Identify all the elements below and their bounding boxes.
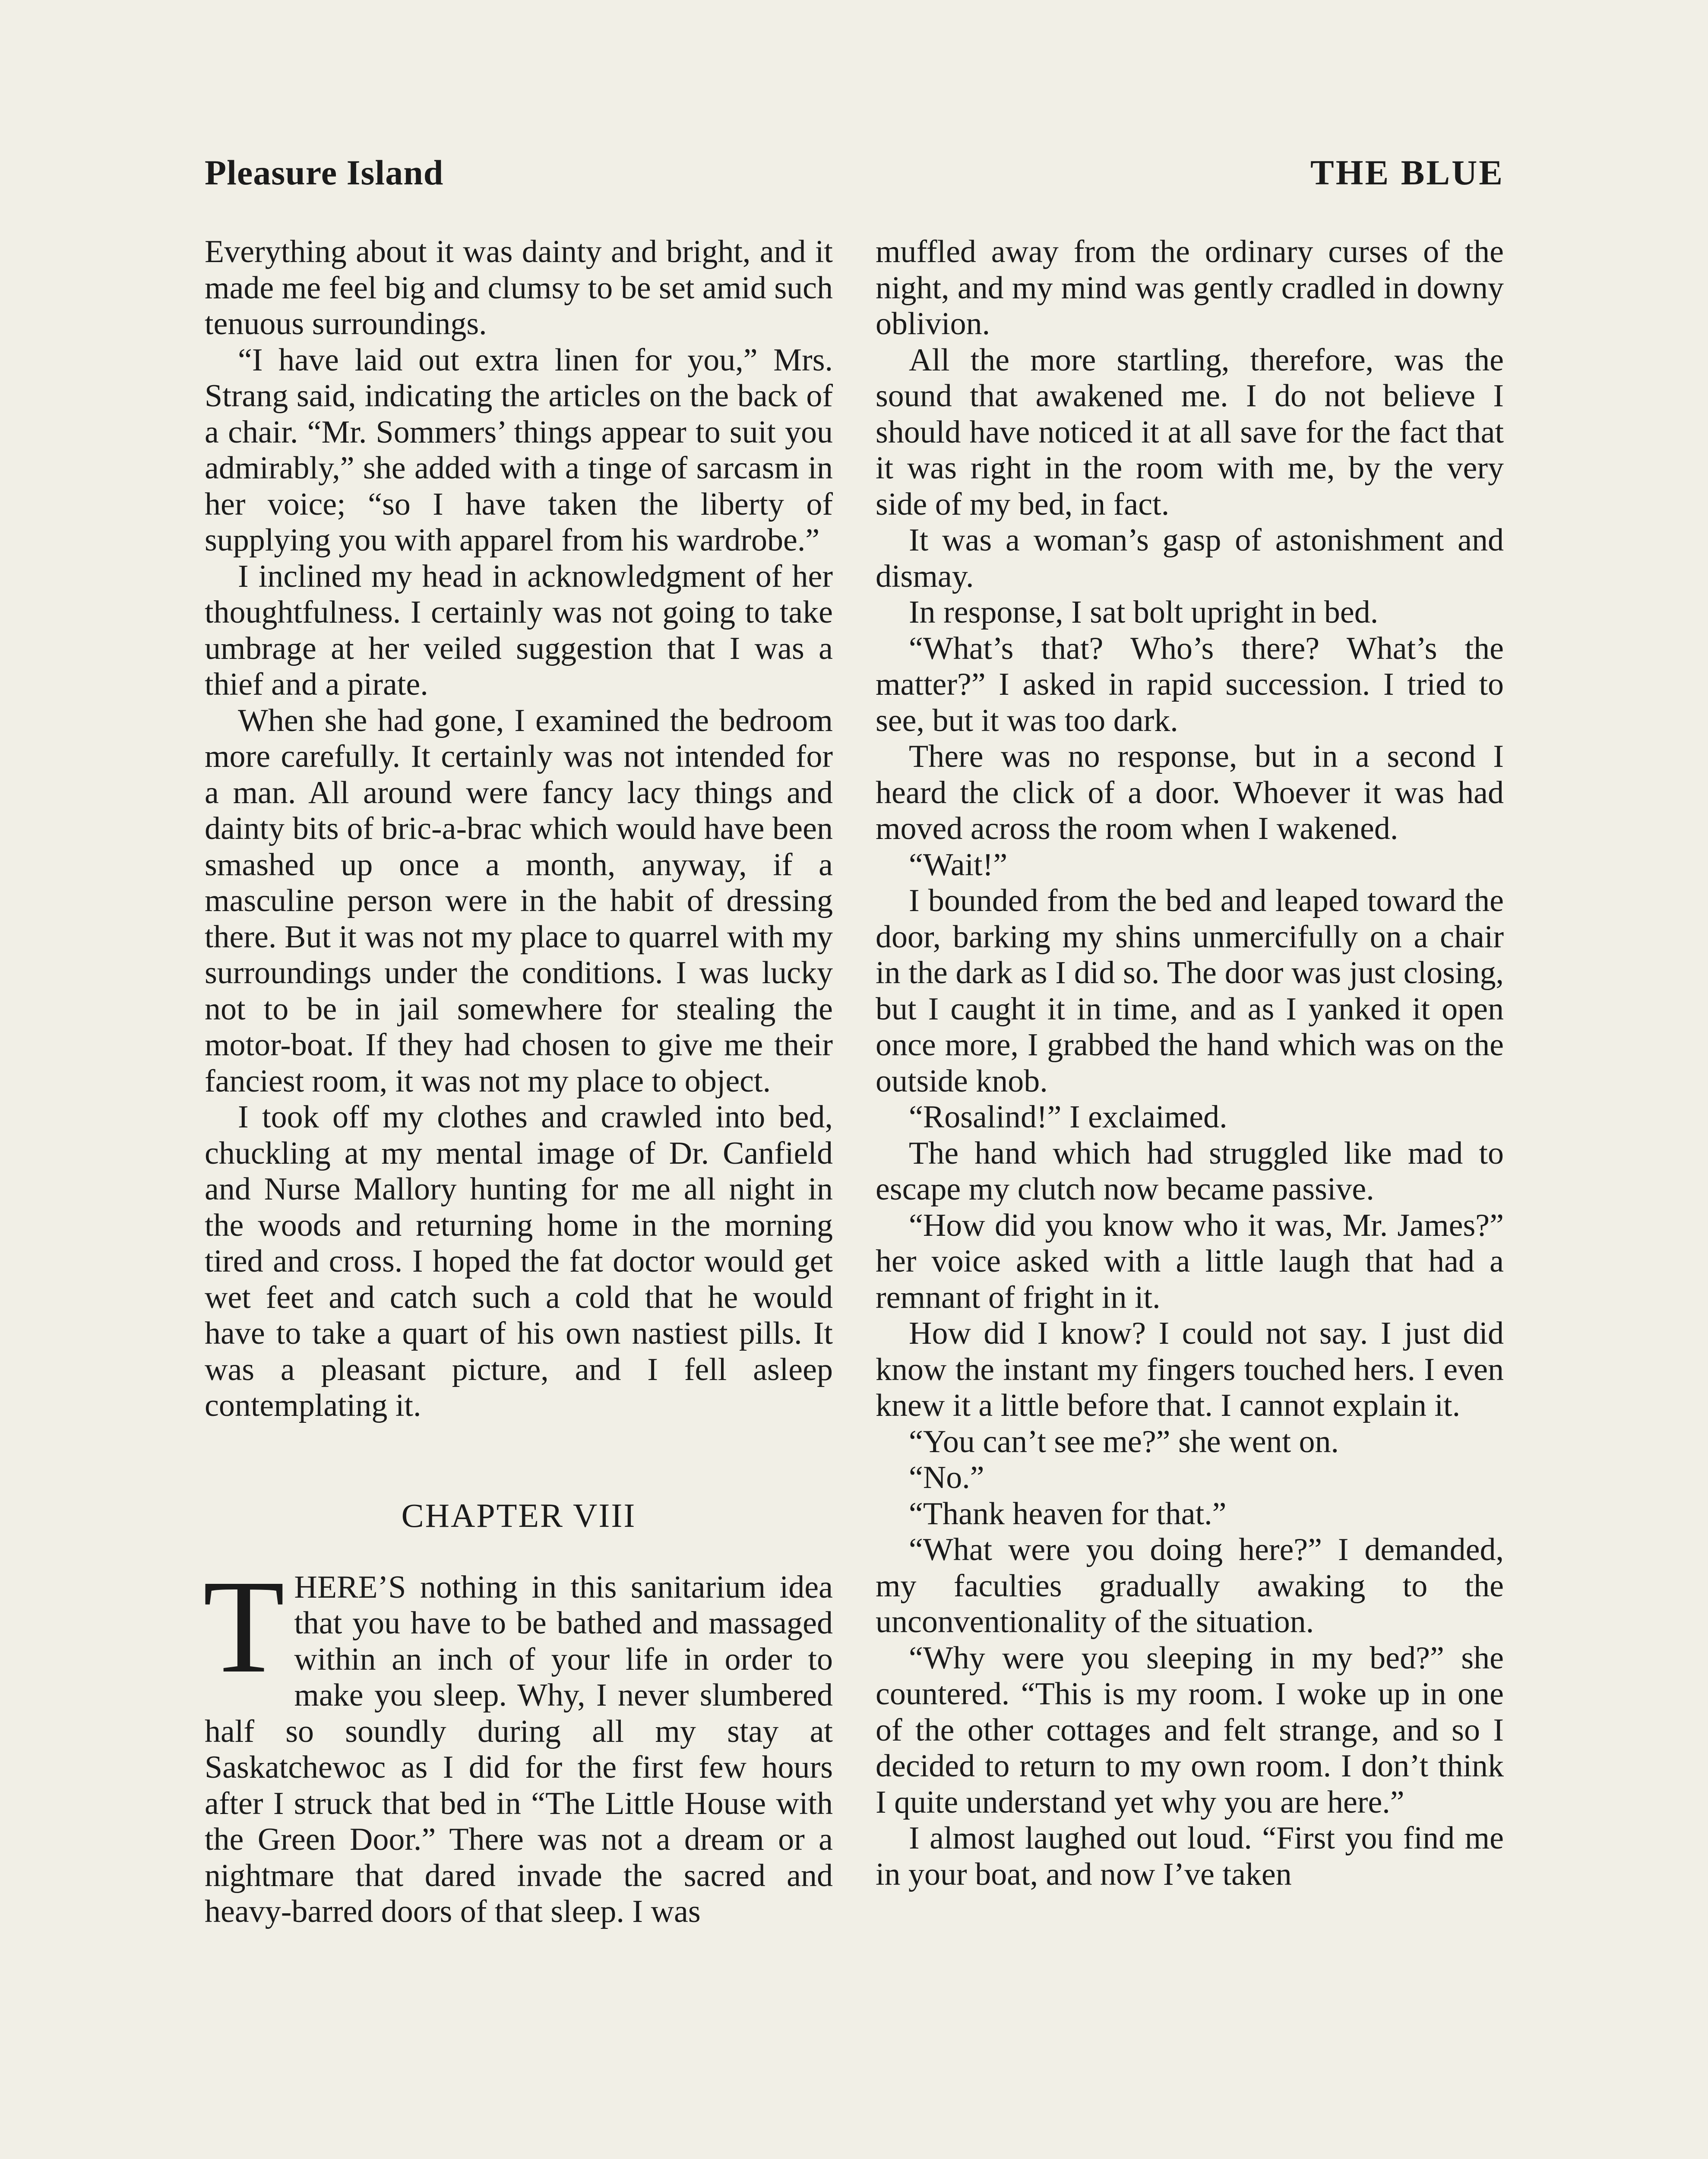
paragraph: muffled away from the ordinary curses of the night, and my mind was gently cradled in downy oblivion. <box>876 234 1504 342</box>
drop-cap: T <box>203 1552 285 1701</box>
paragraph: I took off my clothes and crawled into bed, chuckling at my mental image of Dr. Canfield and Nurse Mallory hunting for me all night in the woods and returning home in the morning tired and cross. I hoped the fat doctor would get wet feet and catch such a cold that he would have to take a quart of his own nastiest pills. It was a pleasant picture, and I fell asleep contemplating it. <box>205 1099 833 1423</box>
chapter-opening-text: HERE’S nothing in this sanitarium idea that you have to be bathed and massaged within an inch of your life in order to make you sleep. Why, I never slumbered half so soundly during all my stay at Saskatchewoc as I did for the first few hours after I struck that bed in “The Little House with the Green Door.” There was not a dream or a nightmare that dared invade the sacred and heavy-barred doors of that sleep. I was <box>205 1569 833 1929</box>
paragraph: “Why were you sleeping in my bed?” she countered. “This is my room. I woke up in one of the other cottages and felt strange, and so I decided to return to my own room. I don’t think I quite understand yet why you are here.” <box>876 1640 1504 1820</box>
paragraph: “What were you doing here?” I demanded, my faculties gradually awaking to the unconventionality of the situation. <box>876 1532 1504 1640</box>
paragraph: I almost laughed out loud. “First you find me in your boat, and now I’ve taken <box>876 1820 1504 1892</box>
paragraph: In response, I sat bolt upright in bed. <box>909 595 1379 630</box>
paragraph: Everything about it was dainty and bright, and it made me feel big and clumsy to be set amid such tenuous surroundings. <box>205 234 833 342</box>
chapter-heading: CHAPTER VIII <box>401 1496 636 1534</box>
paragraph: “What’s that? Who’s there? What’s the matter?” I asked in rapid succession. I tried to see, but it was too dark. <box>876 630 1504 738</box>
paragraph: “Wait!” <box>909 847 1008 883</box>
paragraph: “Thank heaven for that.” <box>909 1496 1227 1532</box>
magazine-title: THE BLUE <box>1310 153 1504 192</box>
paragraph: “No.” <box>909 1460 984 1495</box>
running-head <box>205 142 1504 203</box>
chapter-opening-paragraph <box>203 1552 833 1930</box>
paragraph: When she had gone, I examined the bedroom more carefully. It certainly was not intended for a man. All around were fancy lacy things and dainty bits of bric-a-brac which would have been smashed up once a month, anyway, if a masculine person were in the habit of dressing there. But it was not my place to quarrel with my surroundings under the conditions. I was lucky not to be in jail somewhere for stealing the motor-boat. If they had chosen to give me their fanciest room, it was not my place to object. <box>205 703 833 1099</box>
story-title: Pleasure Island <box>205 153 444 192</box>
right-column <box>876 234 1504 1893</box>
paragraph: The hand which had struggled like mad to escape my clutch now became passive. <box>876 1135 1504 1207</box>
paragraph: How did I know? I could not say. I just did know the instant my fingers touched hers. I even knew it a little before that. I cannot explain it. <box>876 1316 1504 1423</box>
paragraph: “I have laid out extra linen for you,” Mrs. Strang said, indicating the articles on the back of a chair. “Mr. Sommers’ things appear to suit you admirably,” she added with a tinge of sarcasm in her voice; “so I have taken the liberty of supplying you with apparel from his wardrobe.” <box>205 342 833 558</box>
paragraph: I inclined my head in acknowledgment of her thoughtfulness. I certainly was not going to take umbrage at her veiled suggestion that I was a thief and a pirate. <box>205 558 833 702</box>
paragraph: It was a woman’s gasp of astonishment and dismay. <box>876 522 1504 594</box>
paragraph: There was no response, but in a second I heard the click of a door. Whoever it was had moved across the room when I wakened. <box>876 739 1504 846</box>
paragraph: “Rosalind!” I exclaimed. <box>909 1099 1227 1135</box>
paragraph: All the more startling, therefore, was the sound that awakened me. I do not believe I should have noticed it at all save for the fact that it was right in the room with me, by the very side of my bed, in fact. <box>876 342 1504 522</box>
paragraph: “You can’t see me?” she went on. <box>909 1424 1339 1459</box>
paragraph: “How did you know who it was, Mr. James?” her voice asked with a little laugh that had a remnant of fright in it. <box>876 1207 1504 1315</box>
left-column <box>205 234 833 1930</box>
paragraph: I bounded from the bed and leaped toward the door, barking my shins unmercifully on a chair in the dark as I did so. The door was just closing, but I caught it in time, and as I yanked it open once more, I grabbed the hand which was on the outside knob. <box>876 883 1504 1099</box>
